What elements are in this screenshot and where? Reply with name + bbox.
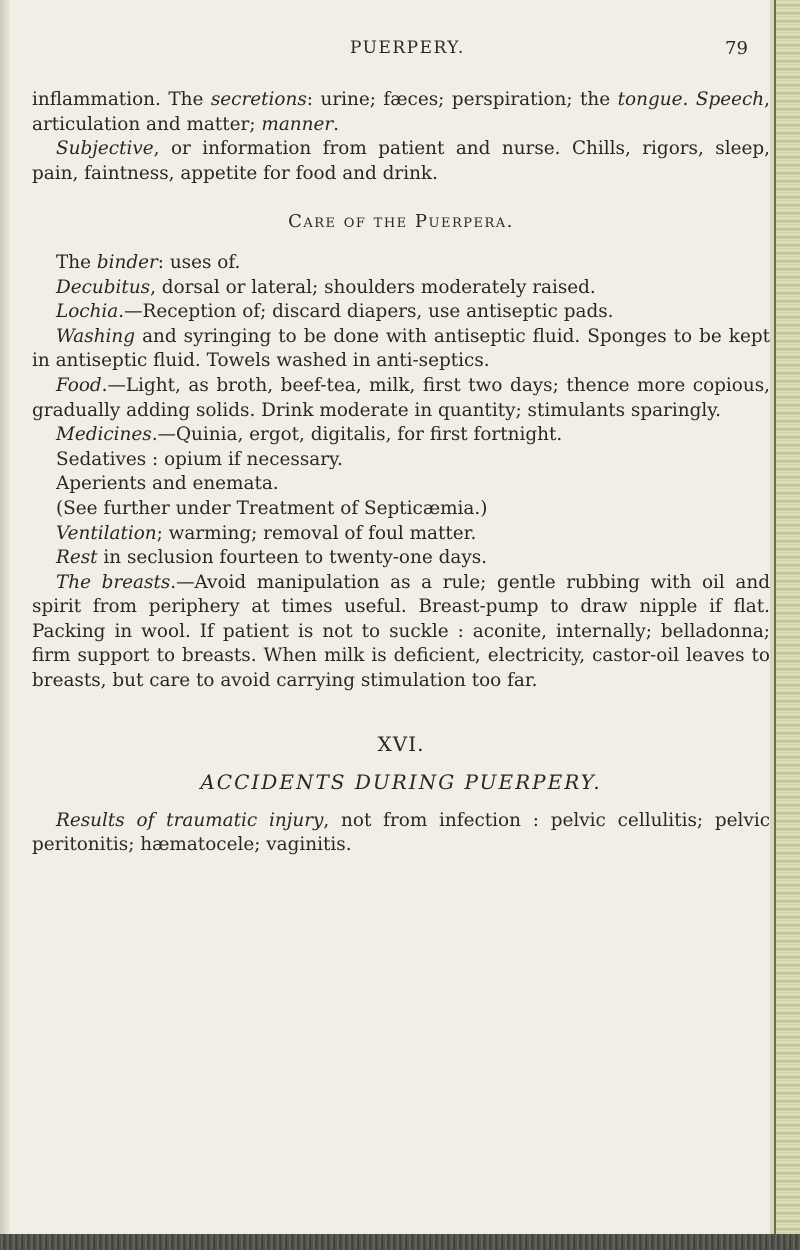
chapter-paragraph-1 xyxy=(32,809,770,858)
italic-term: Rest xyxy=(56,547,98,569)
care-binder xyxy=(32,251,770,276)
italic-term: Medicines xyxy=(56,424,152,446)
book-binding xyxy=(774,0,800,1250)
italic-term: Speech xyxy=(695,89,765,110)
care-sedatives: Sedatives : opium if necessary. xyxy=(56,448,343,470)
italic-term: The breasts xyxy=(56,571,171,593)
care-see-further: (See further under Treatment of Septicæmia.) xyxy=(56,497,488,519)
italic-term: Decubitus xyxy=(56,276,151,298)
text-run: .—Reception of; discard diapers, use antiseptic pads. xyxy=(118,301,614,323)
text-run: , dorsal or lateral; shoulders moderately raised. xyxy=(150,276,596,298)
page-left-edge xyxy=(0,0,10,1250)
text-run: , or information from patient and nurse. Chills, rigors, sleep, pain, faintness, appetite for food and drink. xyxy=(32,138,770,184)
italic-term: Washing xyxy=(56,325,136,347)
italic-term: binder xyxy=(96,251,158,273)
text-run: and syringing to be done with antiseptic fluid. Sponges to be kept in antiseptic fluid. Towels washed in anti-septics. xyxy=(32,325,770,372)
care-decubitus xyxy=(32,276,770,301)
care-washing xyxy=(32,325,770,374)
italic-term: manner xyxy=(261,113,334,135)
text-run: . xyxy=(333,113,340,135)
intro-paragraph-2 xyxy=(32,137,770,186)
italic-term: secretions xyxy=(210,89,307,110)
text-run: .—Quinia, ergot, digitalis, for first fortnight. xyxy=(151,424,563,446)
text-run: .—Light, as broth, beef-tea, milk, first two days; thence more copious, gradually adding solids. Drink moderate in quantity; stimulants sparingly. xyxy=(32,374,770,421)
care-rest xyxy=(32,546,770,571)
text-run: : urine; fæces; perspiration; the xyxy=(306,89,618,110)
text-run: : uses of. xyxy=(157,251,241,273)
care-medicines xyxy=(32,423,770,448)
page-number: 79 xyxy=(725,38,748,59)
care-ventilation xyxy=(32,522,770,547)
italic-term: Ventilation xyxy=(56,522,157,544)
text-run: . xyxy=(682,89,696,110)
text-run: , not from infection : pelvic cellulitis; pelvic peritonitis; hæmatocele; vaginitis. xyxy=(32,809,770,856)
text-run: The xyxy=(56,251,97,273)
chapter-title: ACCIDENTS DURING PUERPERY. xyxy=(200,770,602,795)
intro-paragraph-1 xyxy=(32,88,770,137)
text-run: ; warming; removal of foul matter. xyxy=(156,522,477,544)
italic-term: Subjective xyxy=(56,138,154,160)
page-bottom-edge xyxy=(0,1234,800,1250)
care-aperients: Aperients and enemata. xyxy=(56,473,279,495)
text-run: .—Avoid manipulation as a rule; gentle rubbing with oil and spirit from periphery at times useful. Breast-pump to draw nipple if flat. Packing in wool. If patient is not to suckle : aconite, internally; belladonna; firm support to breasts. When milk is deficient, electricity, castor-oil leaves to breasts, but care to avoid carrying stimulation too far. xyxy=(32,571,770,692)
text-run: , articulation and matter; xyxy=(32,89,770,135)
care-breasts xyxy=(32,571,770,694)
section-title: Care of the Puerpera. xyxy=(288,211,514,233)
page-body xyxy=(32,88,770,858)
page-header xyxy=(175,38,775,64)
italic-term: Food xyxy=(56,374,102,396)
italic-term: Lochia xyxy=(56,301,119,323)
running-head: PUERPERY. xyxy=(350,38,465,58)
chapter-number: XVI. xyxy=(377,731,425,756)
italic-term: Results of traumatic injury xyxy=(56,809,324,831)
italic-term: tongue xyxy=(617,89,683,110)
text-run: in seclusion fourteen to twenty-one days. xyxy=(97,547,487,569)
care-lochia xyxy=(32,300,770,325)
care-food xyxy=(32,374,770,423)
text-run: inflammation. The xyxy=(32,89,211,110)
